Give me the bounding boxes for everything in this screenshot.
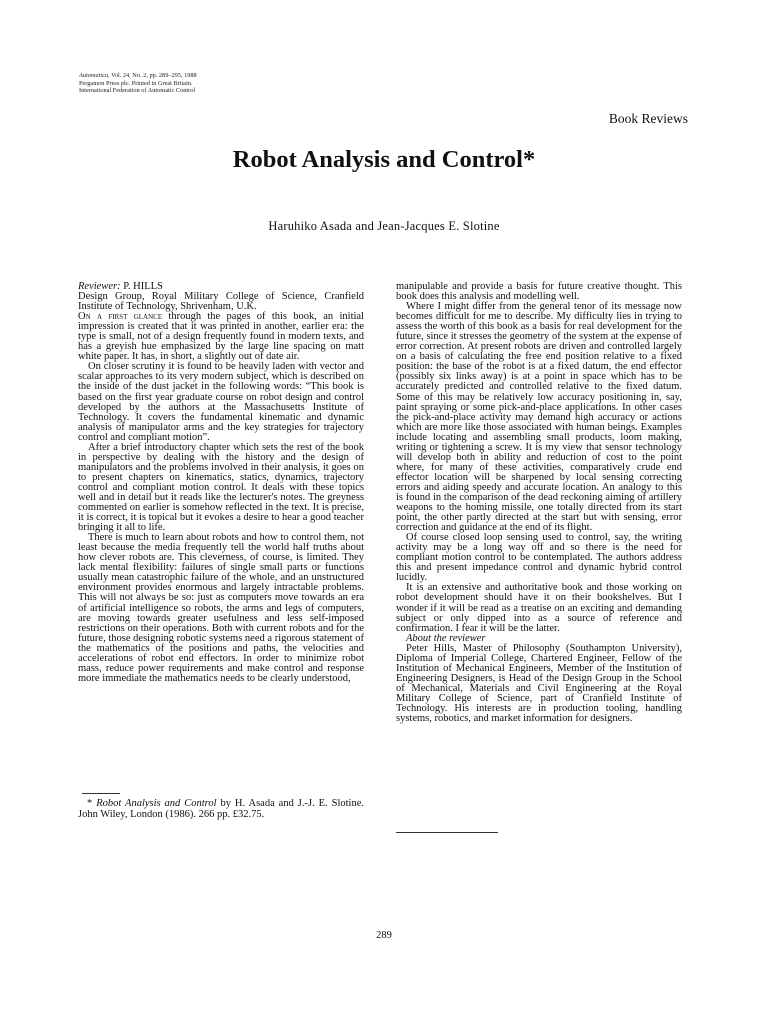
about-reviewer-heading: About the reviewer (406, 632, 486, 644)
footnote (78, 798, 364, 820)
paragraph: Of course closed loop sensing used to control, say, the writing activity may be a long way off and so there is the need for compliant motion control to be contemplated. The authors address this and present impedance control and dynamic hybrid control lucidly. (396, 532, 682, 584)
about-reviewer-text: Peter Hills, Master of Philosophy (Southampton University), Diploma of Imperial College, Chartered Engineer, Fellow of the Institution of Mechanical Engineers, Member of the Institution of Engineering Designers, is Head of the Design Group in the School of Mechanical, Materials and Civil Engineering at the Royal Military College of Science, part of Cranfield Institute of Technology. His interests are in production tooling, handling systems, robotics, and market information for designers. (396, 642, 682, 725)
footnote-divider (82, 793, 120, 794)
paragraph: After a brief introductory chapter which sets the rest of the book in perspective by dealing with the history and the design of manipulators and the problems involved in their analysis, it goes on to present chapters on kinematics, statics, dynamics, trajectory control and compliant motion control. It deals with these topics well and in detail but it reads like the lecturer's notes. The greyness commented on earlier is somehow reflected in the text. It is precise, it is correct, it is topical but it evokes a desire to hear a good teacher bringing it all to life. (78, 441, 364, 534)
paragraph: Where I might differ from the general tenor of its message now becomes difficult for me to describe. My difficulty lies in trying to assess the worth of this book as a basis for real development for the future, since it stresses the geometry of the system at the expense of error correction. At present robots are driven and controlled largely on a basis of calculating the free end position relative to a fixed position: the base of the robot is at a fixed datum, the end effector (possibly six links away) is at a point in space which has to be accurately predicted and controlled relative to the fixed datum. Some of this may be relatively low accuracy positioning in, say, paint spraying or some pick-and-place applications. In other cases the pick-and-place activity may demand high accuracy or actions which are more like those associated with human beings. Examples include locating and assembling small products, loom making, writing or tightening a screw. It is my view that sensor technology will develop both in ability and reduction of cost to the point where, for many of these activities, comparatively crude end effector location will be sharpened by local sensing correcting errors and aiding speedy and accurate location. An analogy to this is found in the comparison of the dead reckoning aiming of artillery weapons to the homing missile, one totally directed from its start point, the other partly directed at the start but with sensing, error correction and guidance at the end of its flight. (396, 301, 682, 534)
journal-name: Automatica, (79, 72, 110, 79)
page-number: 289 (376, 930, 392, 941)
masthead-line-2: Pergamon Press plc. Printed in Great Britain. (79, 79, 193, 87)
section-label: Book Reviews (608, 111, 688, 126)
reviewer-name: P. HILLS (123, 281, 163, 292)
paragraph: manipulable and provide a basis for future creative thought. This book does this analysis and modelling well. (396, 281, 682, 303)
masthead-line-1 (79, 72, 197, 80)
paragraph: It is an extensive and authoritative book and those working on robot development should have it on their bookshelves. But I wonder if it will be read as a treatise on an exciting and demanding subject or only dipped into as a source of reference and confirmation. I fear it will be the latter. (396, 582, 682, 634)
journal-masthead (79, 72, 197, 95)
paragraph (78, 312, 364, 362)
footnote-book-title: Robot Analysis and Control (96, 798, 217, 809)
review-title: Robot Analysis and Control* (232, 146, 536, 173)
left-column (78, 282, 364, 684)
opening-words: On a first glance (78, 311, 163, 323)
masthead-line-3: International Federation of Automatic Control (79, 87, 196, 95)
paragraph-text: through the pages of this book, an initial impression is created that it was printed in another, earlier era: the type is small, not of a design frequently found in modern texts, and has a greyish hue emphasized by the large line spacing on matt white paper. It has, in short, a slightly out of date air. (78, 311, 364, 363)
paragraph: On closer scrutiny it is found to be heavily laden with vector and scalar approaches to its very modern subject, which is described on the inside of the dust jacket in the following words: “This book is based on the first year graduate course on robot design and control developed by the authors at the Massachusetts Institute of Technology. It covers the fundamental kinematic and dynamic analysis of manipulator arms and the key strategies for trajectory control and compliant motion”. (78, 361, 364, 443)
paragraph: There is much to learn about robots and how to control them, not least because the media frequently tell the world half truths about how clever robots are. This cleverness, of course, is limited. They lack mental flexibility: failures of single small parts or functions usually mean catastrophic failure of the whole, and an unstructured environment provides enormous and largely intractable problems. This will not always be so: just as computers move towards an era of artificial intelligence so robots, the arms and legs of computers, are moving towards greater usefulness and less self-imposed restrictions on their operations. Both with current robots and for the future, those designing robotic systems need a rigorous statement of the mathematics of the positions and paths, the velocities and accelerations of robot end effectors. In order to minimize robot mass, reduce power requirements and make control and response more immediate the mathematics needs to be clearly understood, (78, 532, 364, 684)
reviewer-affiliation: Design Group, Royal Military College of Science, Cranfield Institute of Technology, Shrivenham, U.K. (78, 291, 364, 313)
right-column (396, 282, 682, 724)
reviewer-label: Reviewer: (78, 281, 121, 292)
book-authors: Haruhiko Asada and Jean-Jacques E. Slotine (268, 219, 500, 233)
footnote-details: by H. Asada and J.-J. E. Slotine. John Wiley, London (1986). 266 pp. £32.75. (78, 798, 365, 820)
end-divider (396, 832, 498, 833)
volume-info: Vol. 24, No. 2, pp. 289–295, 1988 (111, 72, 197, 79)
footnote-marker: * (87, 798, 93, 809)
